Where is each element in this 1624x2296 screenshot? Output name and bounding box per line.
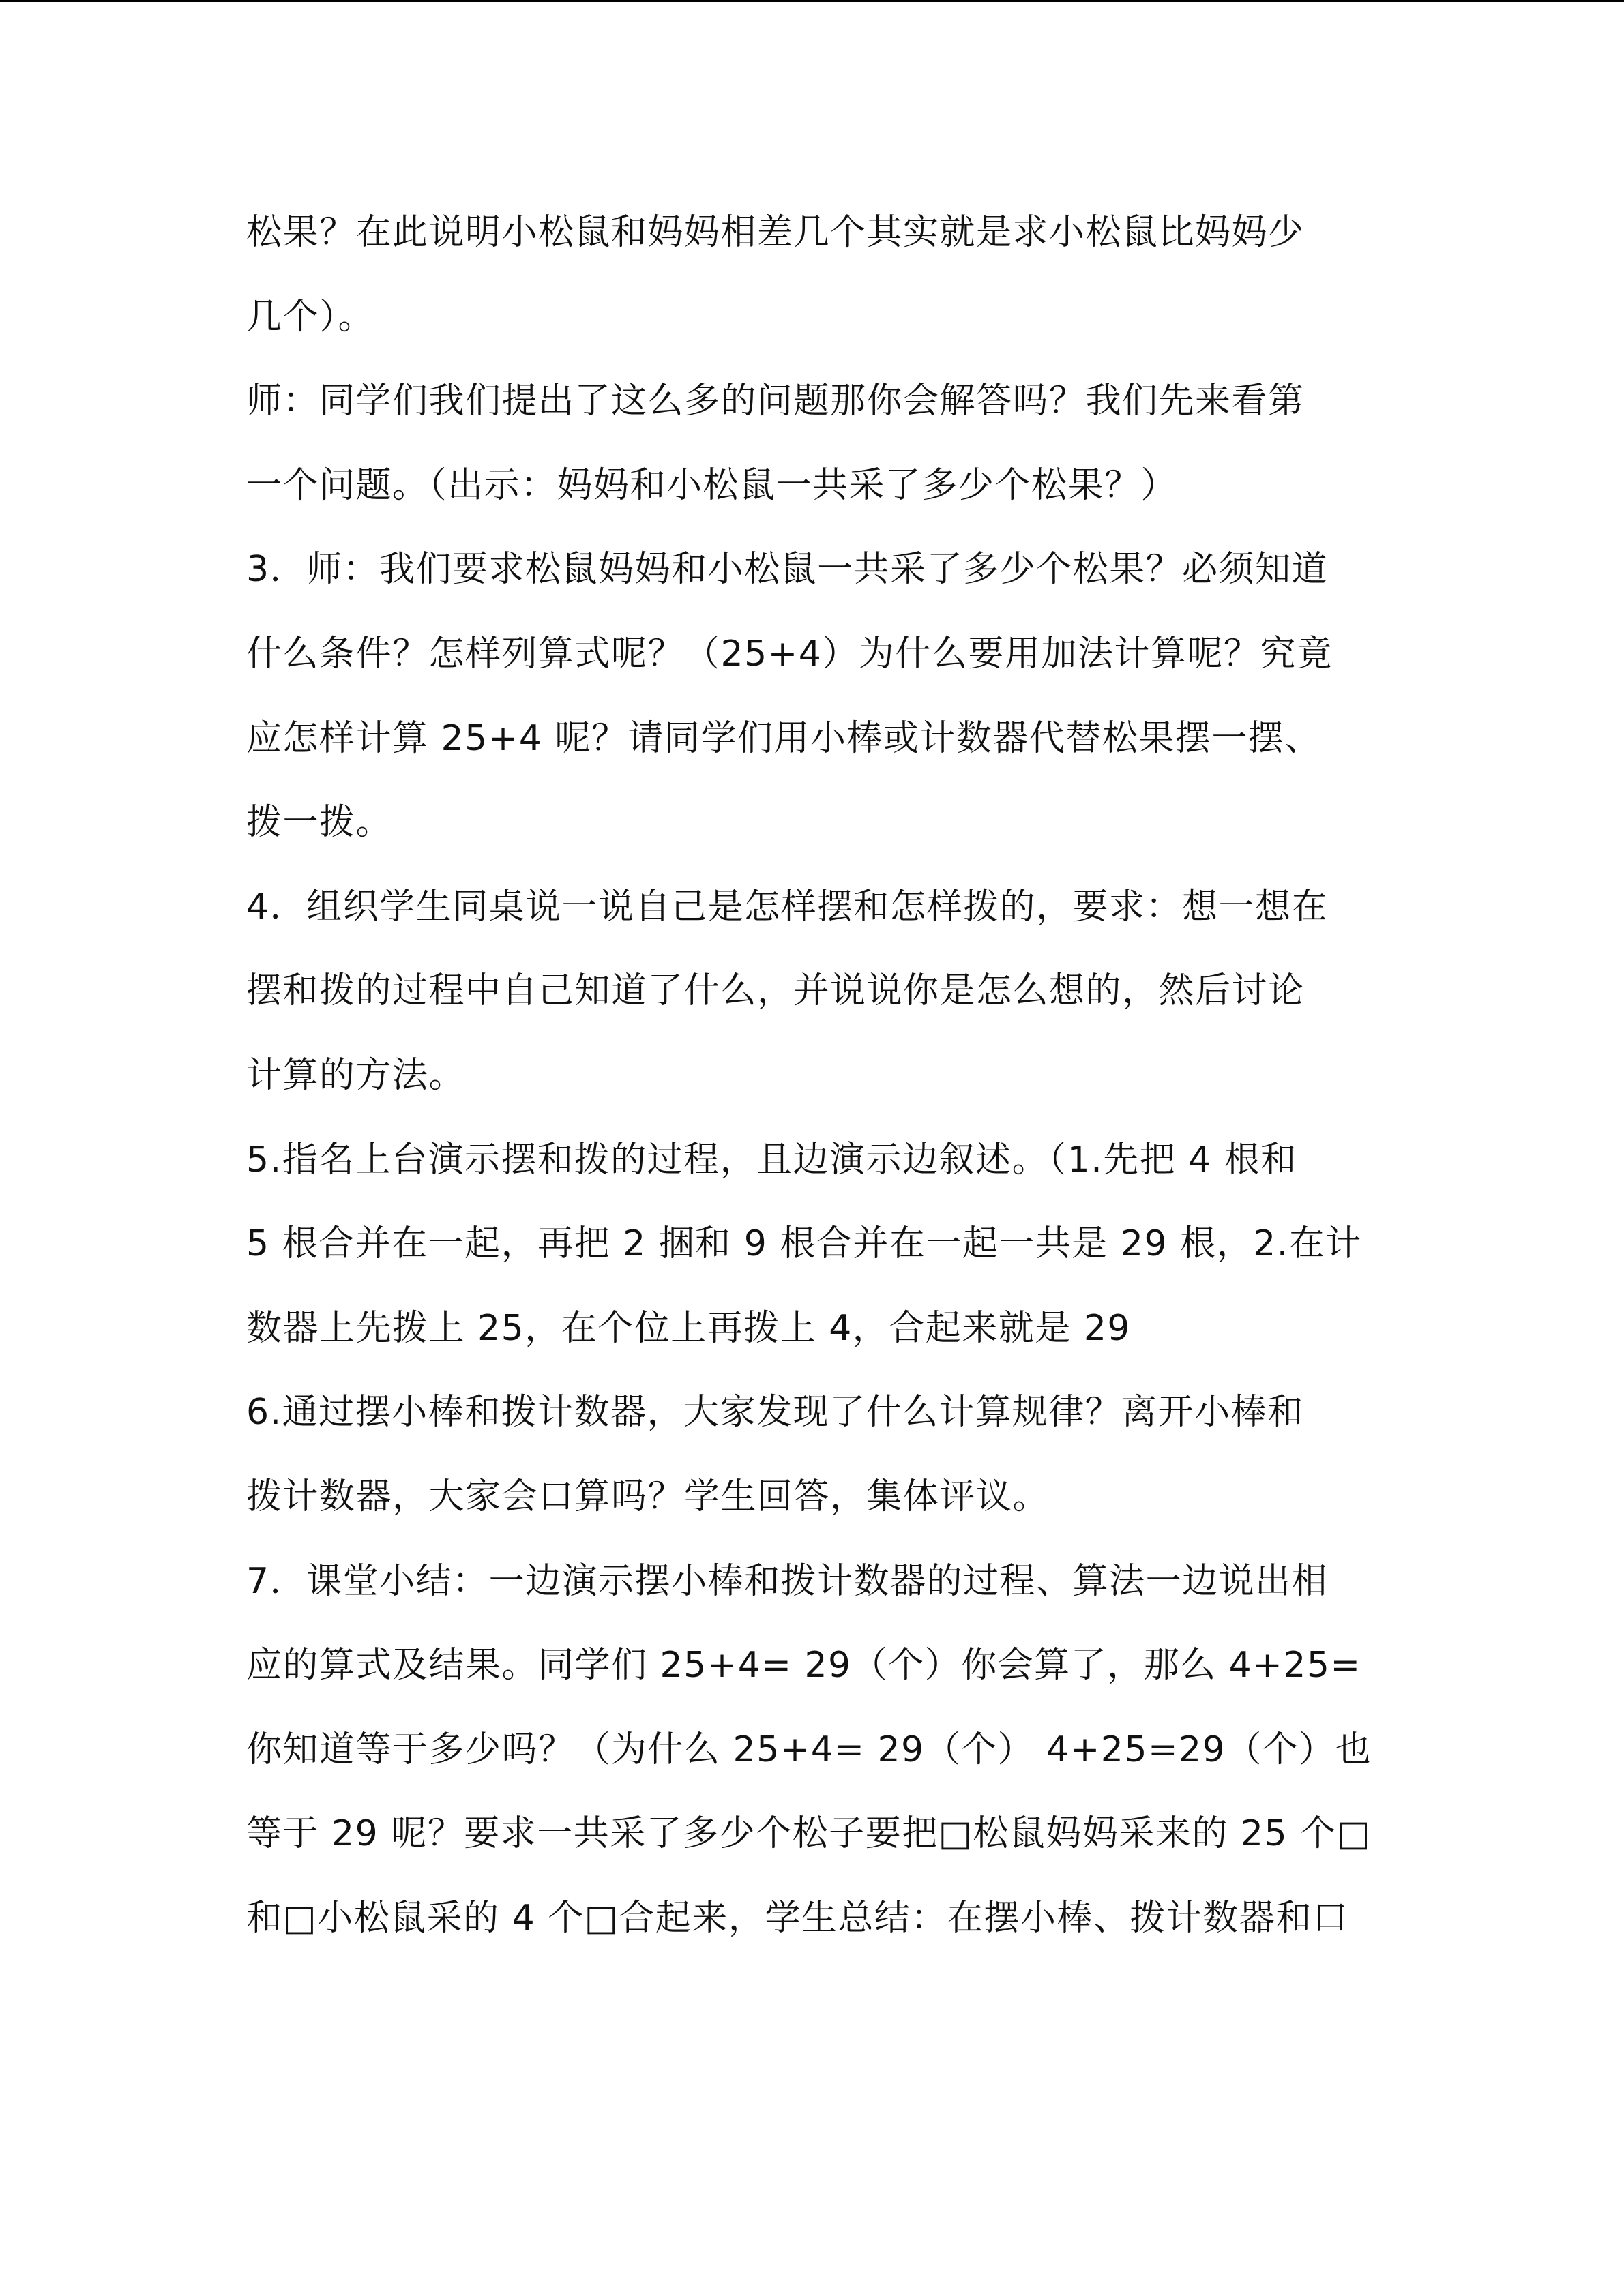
text-line: 6.通过摆小棒和拨计数器，大家发现了什么计算规律？离开小棒和	[246, 1392, 1304, 1433]
text-line: 几个）。	[246, 296, 375, 338]
text-line: 摆和拨的过程中自己知道了什么，并说说你是怎么想的，然后讨论	[246, 970, 1305, 1012]
text-line: 等于 29 呢？要求一共采了多少个松子要把□松鼠妈妈采来的 25 个□	[246, 1813, 1372, 1855]
page-top-border	[0, 0, 1624, 2]
text-line: 5 根合并在一起，再把 2 捆和 9 根合并在一起一共是 29 根，2.在计	[246, 1223, 1362, 1265]
text-line: 和□小松鼠采的 4 个□合起来，学生总结：在摆小棒、拨计数器和口	[246, 1897, 1349, 1939]
text-line: 应怎样计算 25+4 呢？请同学们用小棒或计数器代替松果摆一摆、	[246, 717, 1321, 759]
text-line: 数器上先拨上 25，在个位上再拨上 4，合起来就是 29	[246, 1307, 1132, 1349]
text-line: 3．师：我们要求松鼠妈妈和小松鼠一共采了多少个松果？必须知道	[246, 549, 1329, 591]
text-line: 拨计数器，大家会口算吗？学生回答，集体评议。	[246, 1476, 1050, 1517]
text-line: 计算的方法。	[246, 1054, 466, 1096]
text-line: 拨一拨。	[246, 802, 393, 844]
text-line: 应的算式及结果。同学们 25+4= 29（个）你会算了，那么 4+25=	[246, 1645, 1361, 1686]
text-line: 4．组织学生同桌说一说自己是怎样摆和怎样拨的，要求：想一想在	[246, 886, 1329, 927]
text-line: 7．课堂小结：一边演示摆小棒和拨计数器的过程、算法一边说出相	[246, 1560, 1329, 1602]
text-line: 师：同学们我们提出了这么多的问题那你会解答吗？我们先来看第	[246, 381, 1305, 422]
text-line: 什么条件？怎样列算式呢？（25+4）为什么要用加法计算呢？究竟	[246, 633, 1333, 674]
document-body	[246, 191, 1392, 1960]
text-line: 5.指名上台演示摆和拨的过程，且边演示边叙述。（1.先把 4 根和	[246, 1139, 1297, 1180]
text-line: 一个问题。（出示：妈妈和小松鼠一共采了多少个松果？）	[246, 464, 1178, 506]
text-line: 松果？在此说明小松鼠和妈妈相差几个其实就是求小松鼠比妈妈少	[246, 212, 1305, 253]
text-line: 你知道等于多少吗？（为什么 25+4= 29（个） 4+25=29（个）也	[246, 1729, 1372, 1770]
